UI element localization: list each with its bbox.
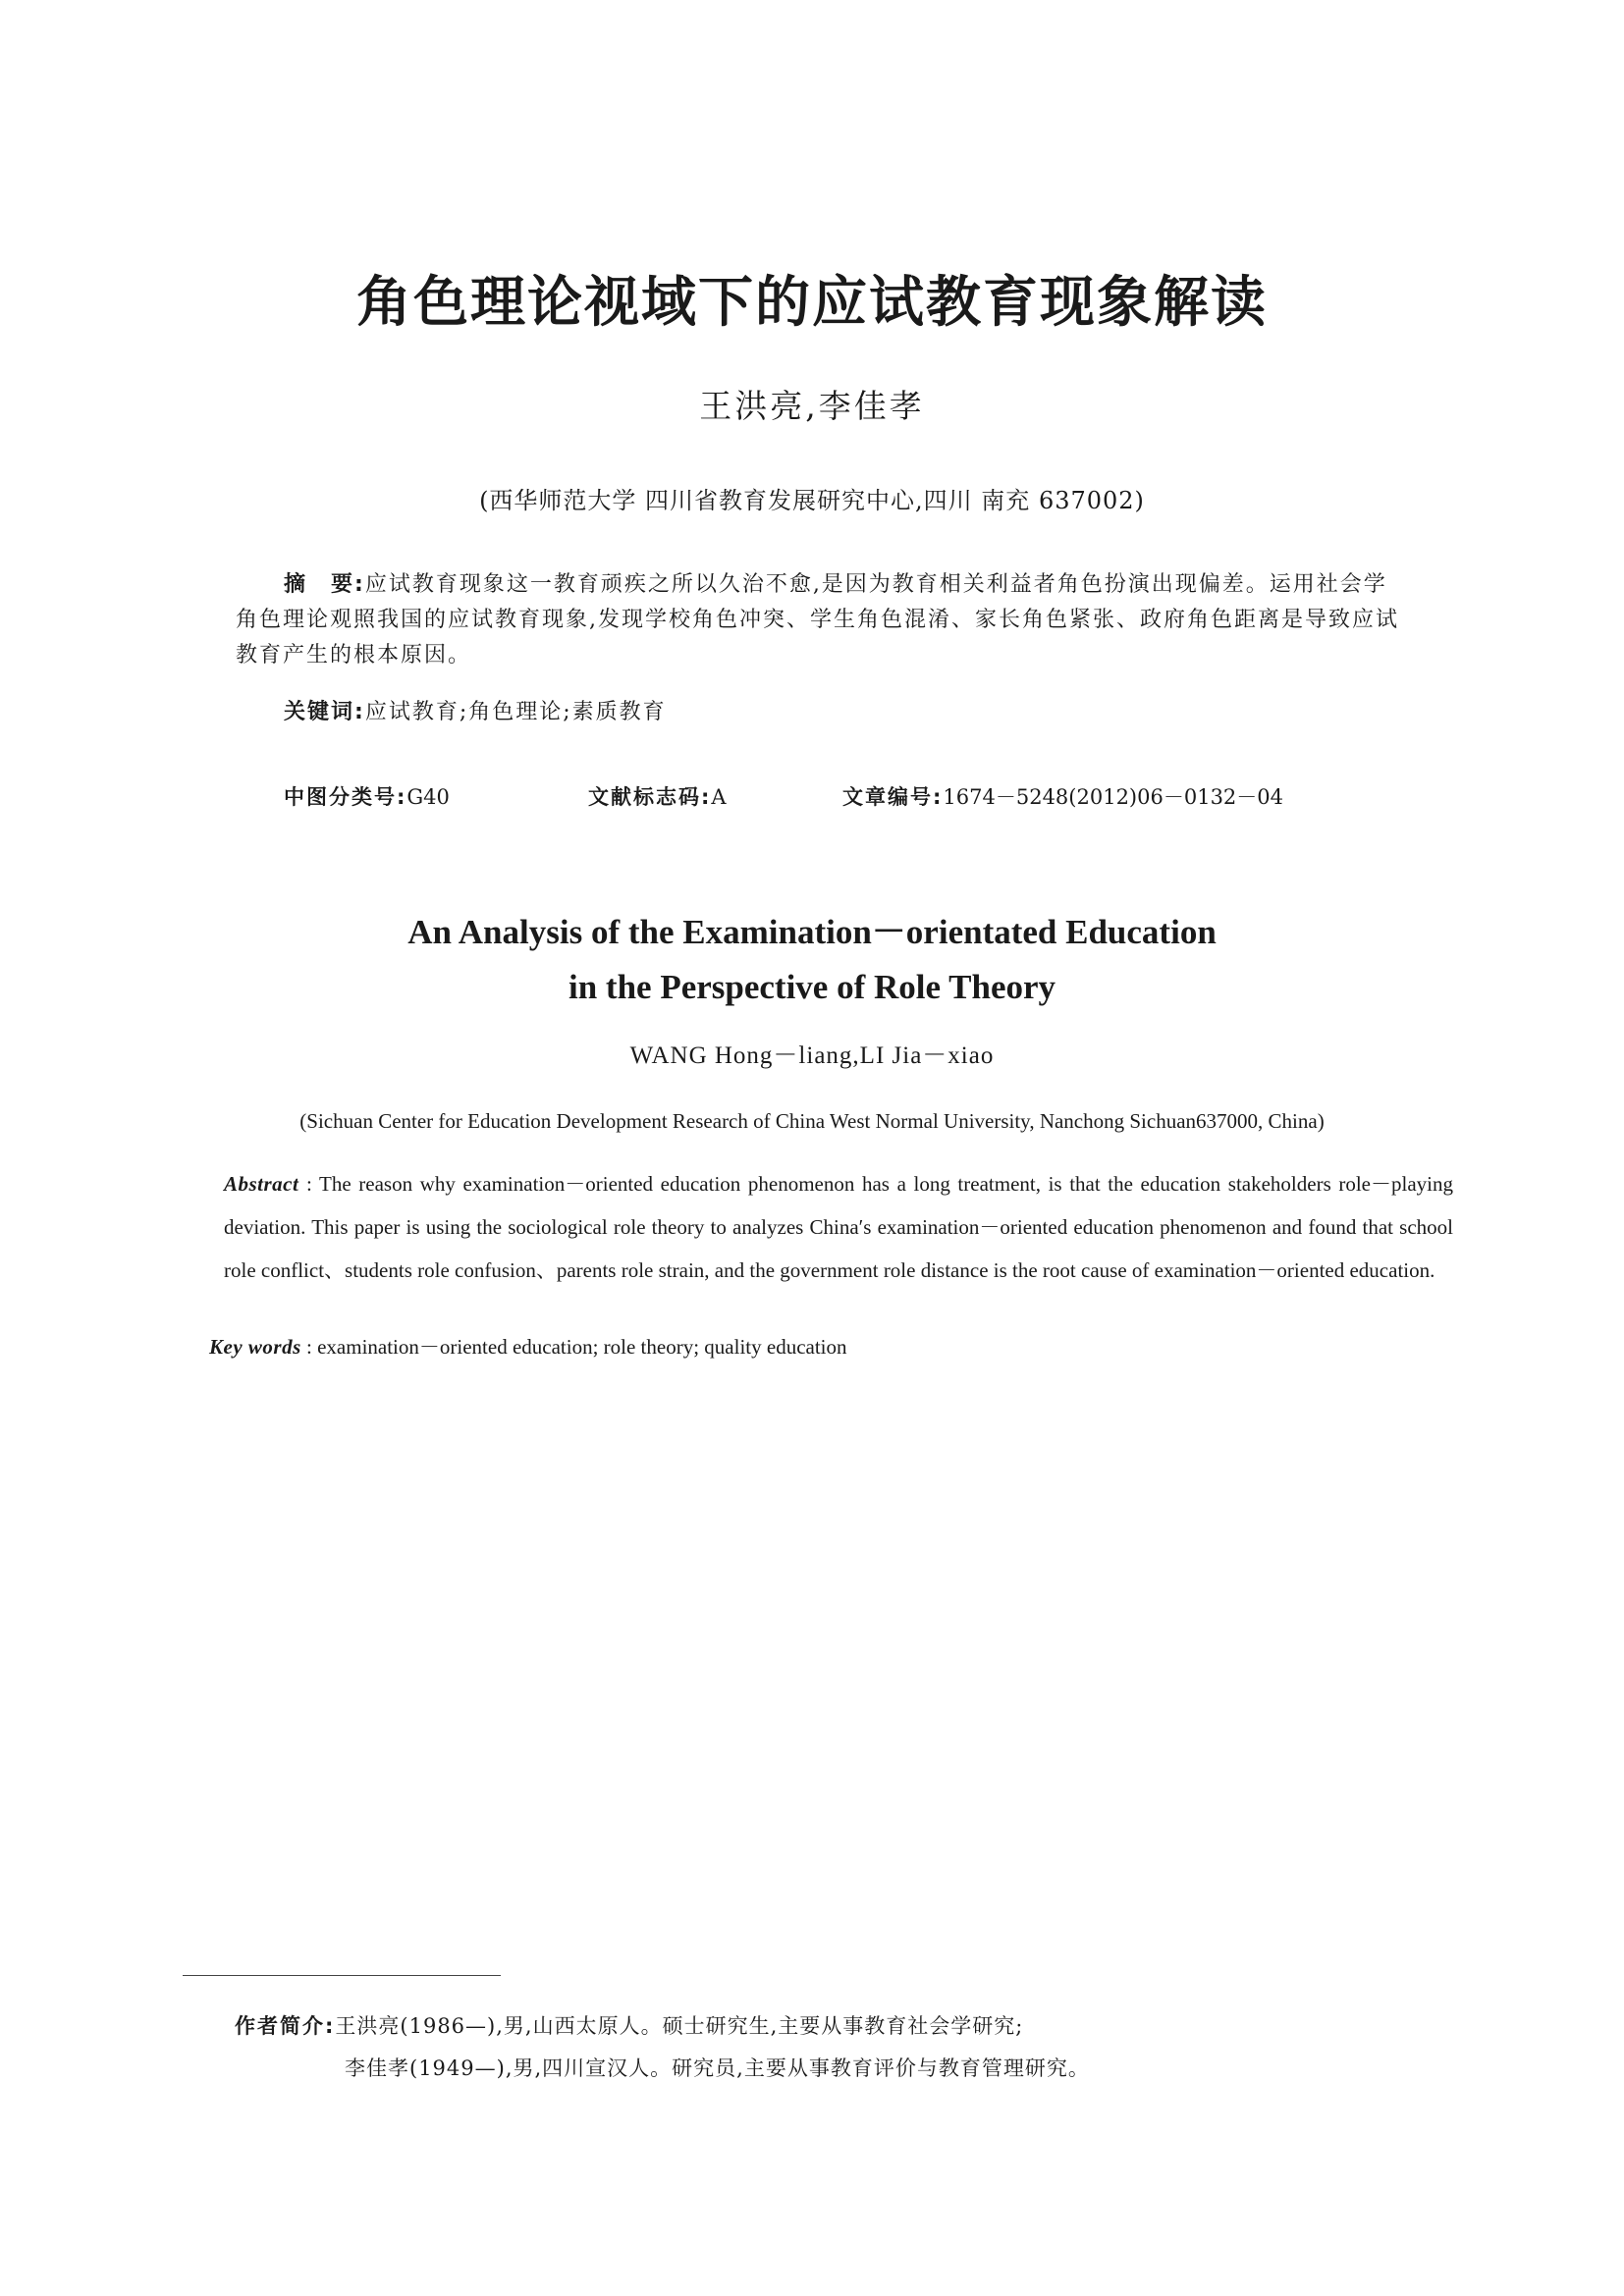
- chinese-abstract-label: 摘 要:: [284, 572, 365, 597]
- english-abstract-text: The reason why examination－oriented education phenomenon has a long treatment, is that the education stakeholders role－playing deviation. This paper is using the sociological role theory to analyzes China′s examination－oriented education phenomenon and found that school role conflict、students role confusion、parents role strain, and the government role distance is the root cause of examination－oriented education.: [224, 1172, 1453, 1282]
- document-code-value: A: [711, 785, 727, 809]
- chinese-keywords: [284, 695, 667, 730]
- document-code-label: 文献标志码:: [588, 785, 712, 809]
- english-keywords: [209, 1327, 847, 1366]
- chinese-abstract: [236, 567, 1406, 673]
- chinese-affiliation: (西华师范大学 四川省教育发展研究中心,四川 南充 637002): [479, 487, 1145, 514]
- clc-number: [284, 780, 450, 814]
- clc-label: 中图分类号:: [284, 785, 407, 809]
- chinese-keywords-text: 应试教育;角色理论;素质教育: [364, 700, 667, 724]
- english-abstract: [224, 1162, 1453, 1292]
- article-number-value: 1674－5248(2012)06－0132－04: [943, 785, 1284, 809]
- article-number-label: 文章编号:: [842, 785, 944, 809]
- english-keywords-label: Key words: [209, 1335, 301, 1359]
- footnote-author-1-text: 王洪亮(1986—),男,山西太原人。硕士研究生,主要从事教育社会学研究;: [335, 2014, 1024, 2038]
- footnote-author-1: [235, 2009, 1023, 2043]
- english-title-line-1: An Analysis of the Examination－orientated Education: [407, 913, 1217, 951]
- chinese-authors: 王洪亮,李佳孝: [699, 387, 925, 425]
- footnote-divider: [183, 1975, 501, 1976]
- english-abstract-separator: :: [298, 1172, 320, 1196]
- english-keywords-text: examination－oriented education; role theory; quality education: [317, 1335, 847, 1359]
- english-keywords-separator: :: [300, 1335, 318, 1359]
- document-code: [588, 780, 727, 814]
- english-affiliation: (Sichuan Center for Education Development Research of China West Normal University, Nanchong Sichuan637000, China): [299, 1109, 1325, 1133]
- english-title-line-2: in the Perspective of Role Theory: [568, 968, 1056, 1006]
- chinese-keywords-label: 关键词:: [284, 700, 365, 724]
- footnote-author-2: 李佳孝(1949—),男,四川宣汉人。研究员,主要从事教育评价与教育管理研究。: [345, 2056, 1090, 2080]
- chinese-abstract-text: 应试教育现象这一教育顽疾之所以久治不愈,是因为教育相关利益者角色扮演出现偏差。运用社会学角色理论观照我国的应试教育现象,发现学校角色冲突、学生角色混淆、家长角色紧张、政府角色距离是导致应试教育产生的根本原因。: [236, 572, 1399, 667]
- clc-value: G40: [406, 785, 450, 809]
- chinese-title: 角色理论视域下的应试教育现象解读: [356, 270, 1268, 335]
- english-title: [0, 905, 1624, 1015]
- english-abstract-label: Abstract: [224, 1172, 299, 1196]
- footnote-label: 作者简介:: [235, 2014, 336, 2038]
- english-authors: WANG Hong－liang,LI Jia－xiao: [629, 1042, 995, 1069]
- article-number: [842, 780, 1283, 814]
